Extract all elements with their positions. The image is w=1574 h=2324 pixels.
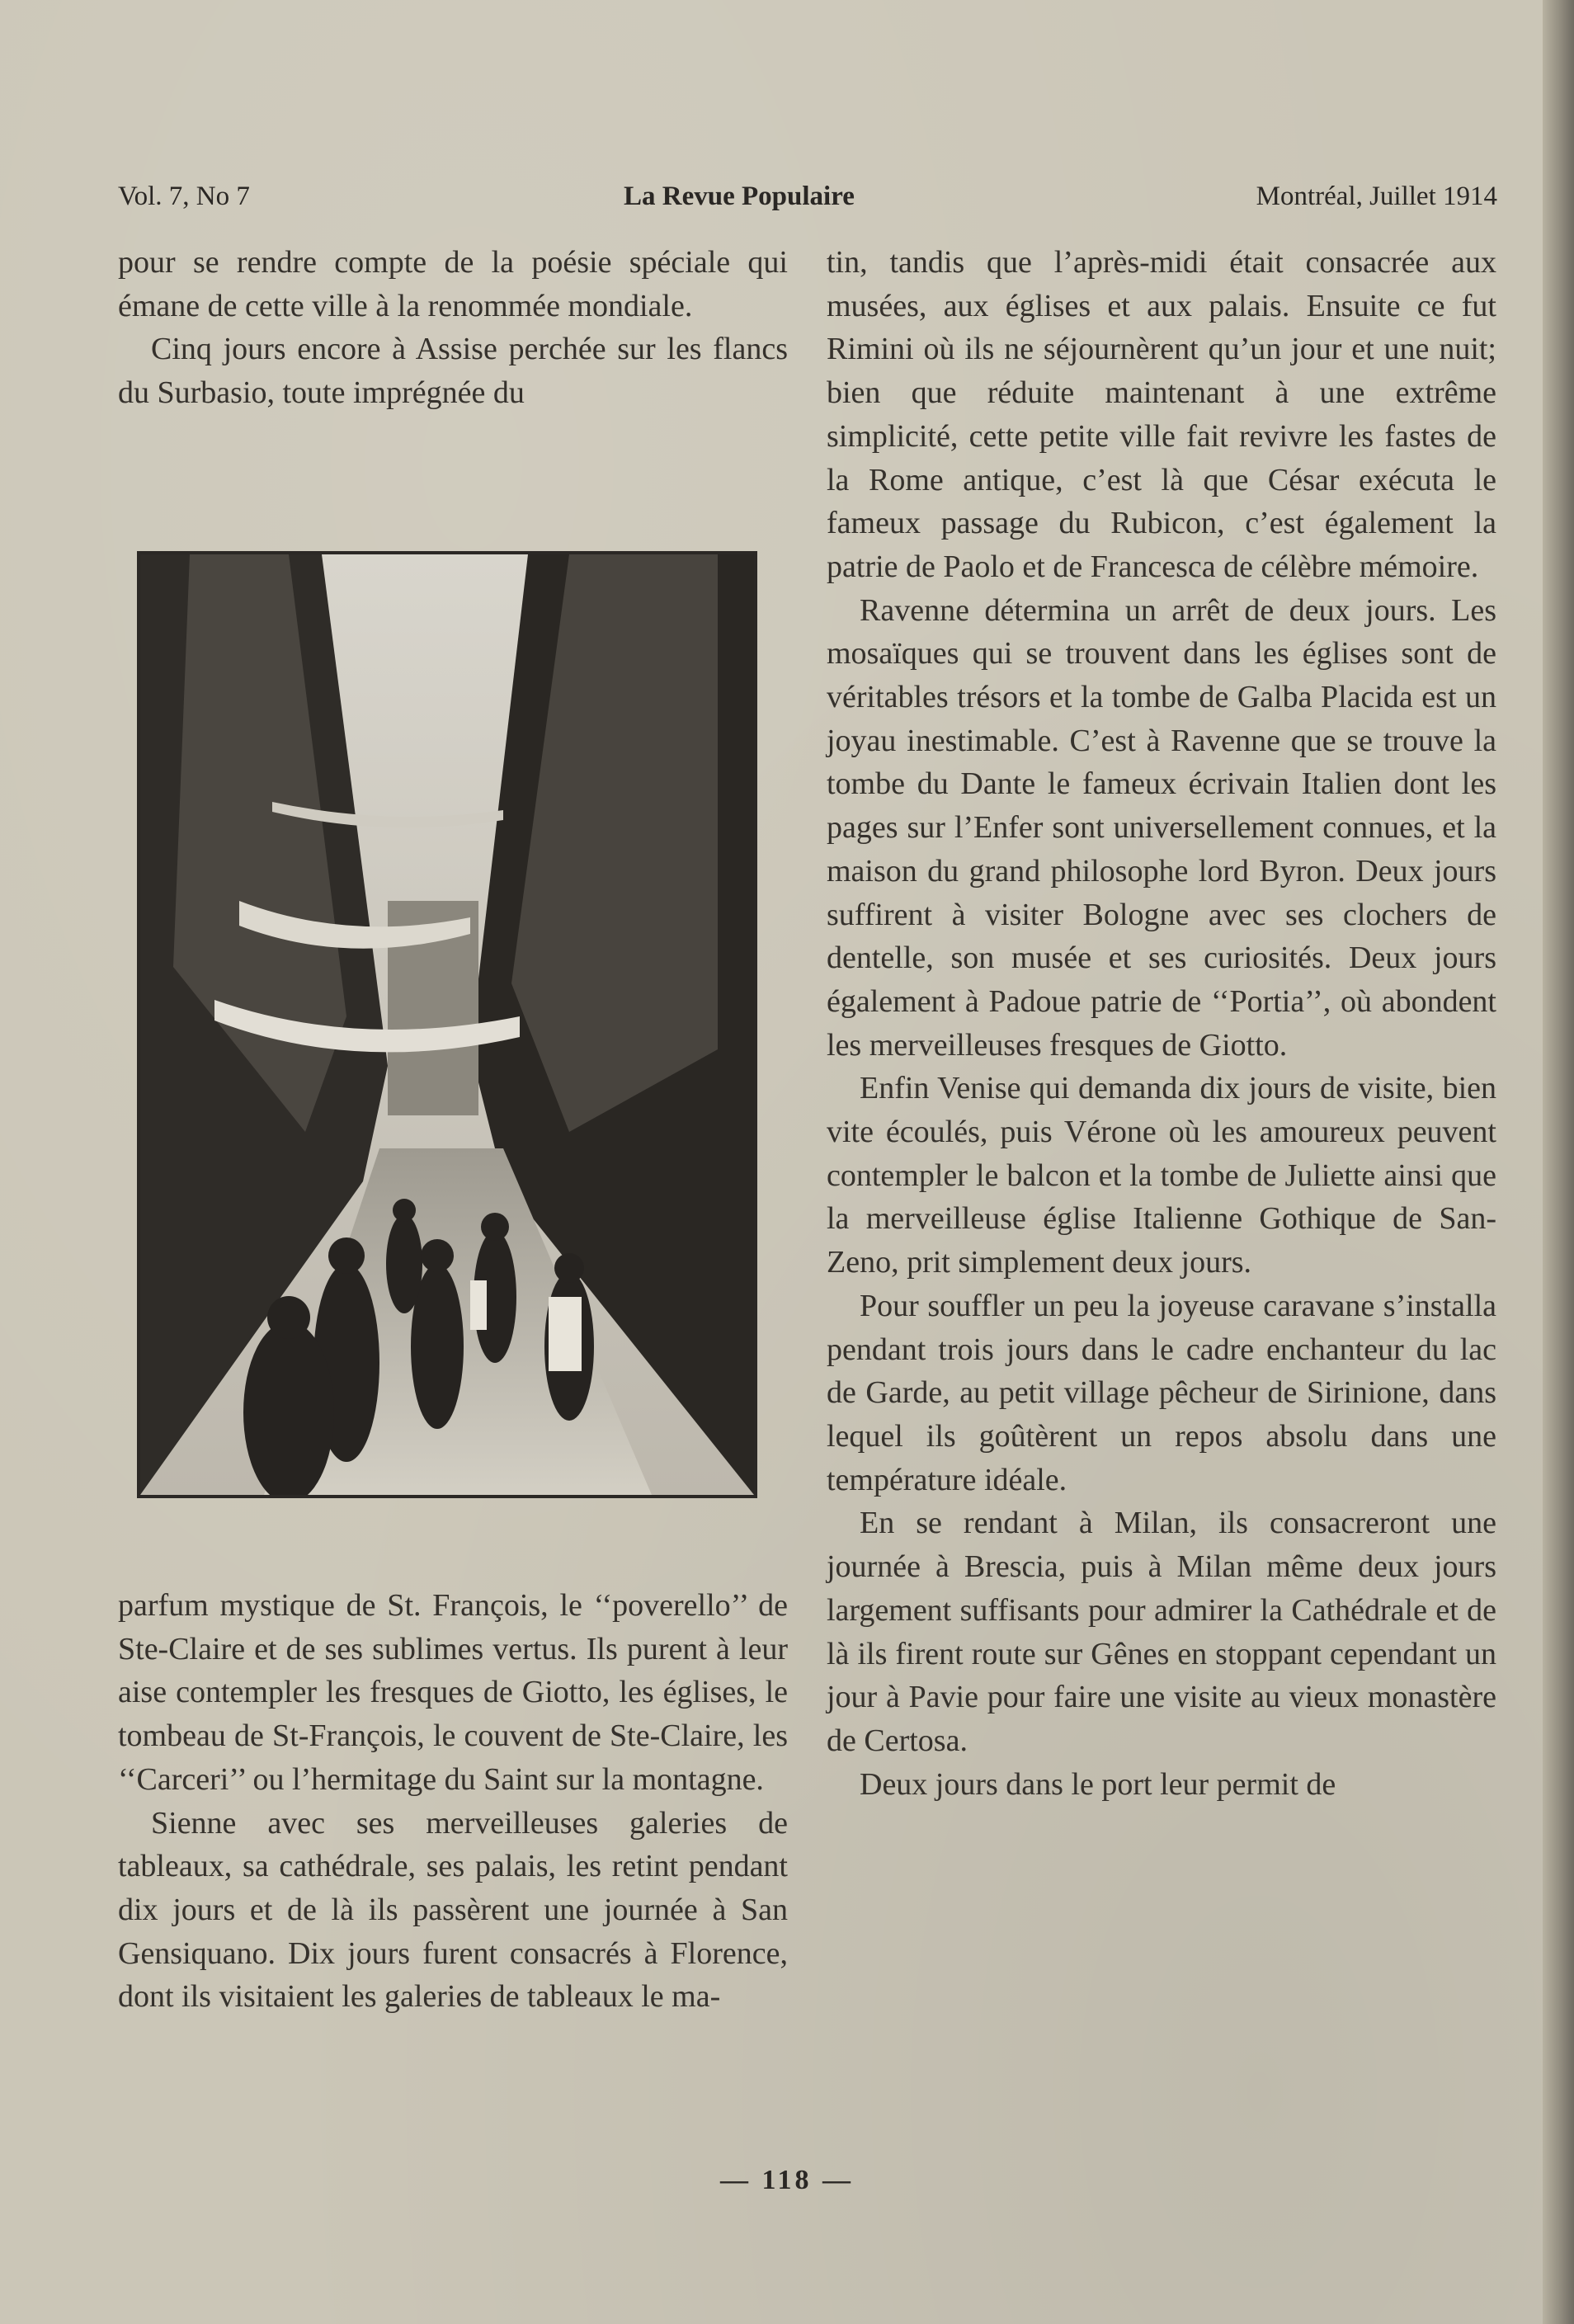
page-edge [1543, 0, 1574, 2324]
street-photo [137, 551, 757, 1498]
paragraph: parfum mystique de St. François, le ‘‘poverello’’ de Ste-Claire et de ses sublimes vertus. Ils purent à leur aise contempler les fresques de Giotto, les églises, le tombeau de St-François, le couvent de Ste-Claire, les ‘‘Carceri’’ ou l’hermitage du Saint sur la montagne. [118, 1588, 788, 1797]
paragraph: Ravenne détermina un arrêt de deux jours. Les mosaïques qui se trouvent dans les églises sont de véritables trésors et la tombe de Galba Placida est un joyau inestimable. C’est à Ravenne que se trouve la tombe du Dante le fameux écrivain Italien dont les pages sur l’Enfer sont universellement connues, et la maison du grand philosophe lord Byron. Deux jours suffirent à visiter Bologne avec ses clochers de dentelle, son musée et ses curiosités. Deux jours également à Padoue patrie de ‘‘Portia’’, où abondent les merveilleuses fresques de Giotto. [827, 592, 1496, 1063]
street-photo-icon [140, 554, 754, 1495]
running-header [118, 181, 1497, 224]
left-column-bottom [118, 1584, 788, 2019]
paragraph: Sienne avec ses merveilleuses galeries de tableaux, sa cathédrale, ses palais, les retint pendant dix jours et de là ils passèrent une journée à San Gensiquano. Dix jours furent consacrés à Florence, dont ils visitaient les galeries de tableaux le ma- [118, 1805, 788, 2015]
paragraph: Pour souffler un peu la joyeuse caravane s’installa pendant trois jours dans le cadre enchanteur du lac de Garde, au petit village pêcheur de Sirinione, dans lequel ils goûtèrent un repos absolu dans une température idéale. [827, 1288, 1496, 1497]
header-volume: Vol. 7, No 7 [118, 181, 250, 211]
paragraph: Deux jours dans le port leur permit de [860, 1766, 1336, 1802]
paragraph: Enfin Venise qui demanda dix jours de visite, bien vite écoulés, puis Vérone où les amoureux peuvent contempler le balcon et la tombe de Juliette ainsi que la merveilleuse église Italienne Gothique de San-Zeno, prit simplement deux jours. [827, 1071, 1496, 1280]
header-title: La Revue Populaire [624, 181, 855, 211]
right-column [827, 241, 1496, 1806]
paragraph: En se rendant à Milan, ils consacreront une journée à Brescia, puis à Milan même deux jours largement suffisants pour admirer la Cathédrale et de là ils firent route sur Gênes en stoppant cependant un jour à Pavie pour faire une visite au vieux monastère de Certosa. [827, 1506, 1496, 1758]
paragraph: pour se rendre compte de la poésie spéciale qui émane de cette ville à la renommée mondiale. [118, 245, 788, 323]
left-column-top [118, 241, 788, 415]
paragraph: Cinq jours encore à Assise perchée sur les flancs du Surbasio, toute imprégnée du [118, 332, 788, 411]
page-number: — 118 — [719, 2165, 855, 2195]
header-place-date: Montréal, Juillet 1914 [1256, 181, 1497, 211]
paragraph: tin, tandis que l’après-midi était consacrée aux musées, aux églises et aux palais. Ensuite ce fut Rimini où ils ne séjournèrent qu’un jour et une nuit; bien que réduite maintenant à une extrême simplicité, cette petite ville fait revivre les fastes de la Rome antique, c’est là que César exécuta le fameux passage du Rubicon, c’est également la patrie de Paolo et de Francesca de célèbre mémoire. [827, 245, 1496, 584]
